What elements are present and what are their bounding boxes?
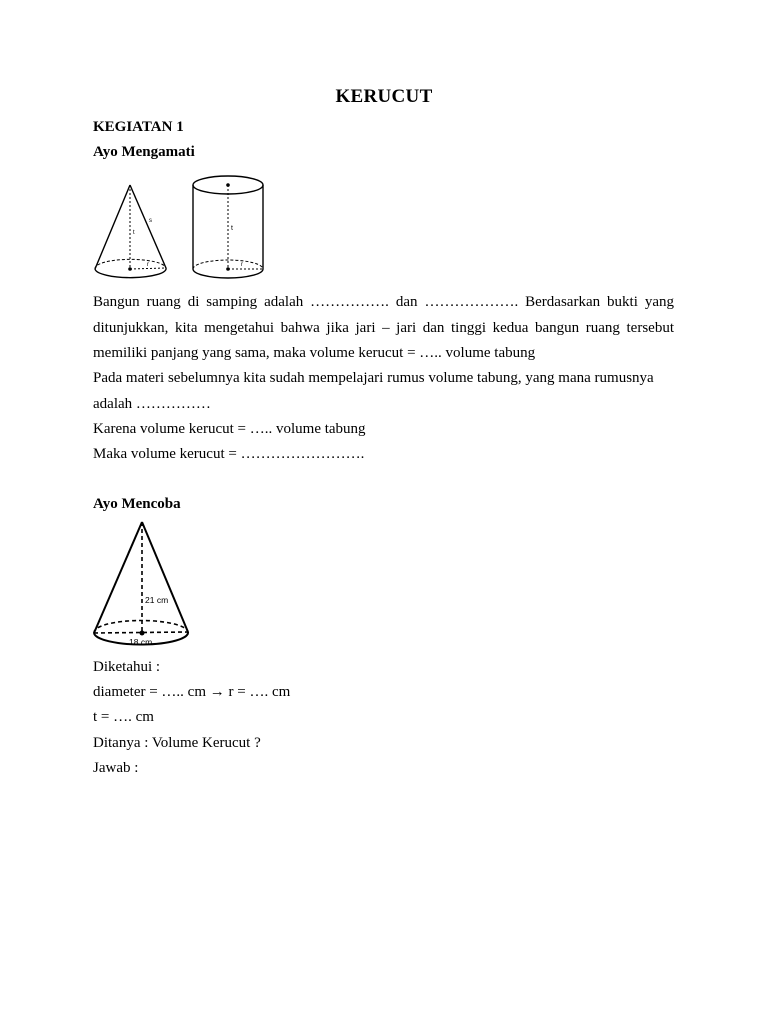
cone-radius-line [130,268,166,269]
height-line: t = …. cm [93,709,154,725]
observe-line-4: Pada materi sebelumnya kita sudah mempelajari rumus volume tabung, yang mana rumusnya [93,370,654,386]
asked-line: Ditanya : Volume Kerucut ? [93,735,261,751]
observe-line-2: ditunjukkan, kita mengetahui bahwa jika jari – jari dan tinggi kedua bangun ruang tersebut [93,320,674,336]
observe-line-5: adalah …………… [93,396,211,412]
cylinder-top-point [226,183,230,187]
cone-left-edge [95,185,130,269]
problem-cone-center-point [140,631,145,636]
activity-heading: KEGIATAN 1 [93,119,184,135]
known-label: Diketahui : [93,659,161,675]
cylinder-height-label: t [231,225,233,232]
cylinder-figure [191,174,266,280]
radius-text: r = …. cm [228,684,291,700]
cone-center-point [128,267,132,271]
problem-cone-left-edge [94,522,142,633]
cone-figure [93,182,168,278]
cone-radius-label: r [147,262,149,268]
arrow-right-icon: → [209,684,225,700]
cone-right-edge [130,185,166,268]
diameter-text: diameter = ….. cm [93,684,207,700]
diameter-line [93,684,290,701]
observe-line-6: Karena volume kerucut = ….. volume tabung [93,421,366,437]
cone-height-label: t [133,230,135,236]
answer-line: Jawab : [93,760,139,776]
cone-problem-figure [92,519,190,649]
try-heading: Ayo Mencoba [93,496,181,512]
observe-line-3: memiliki panjang yang sama, maka volume kerucut = ….. volume tabung [93,345,536,361]
page-title: KERUCUT [335,86,433,107]
cylinder-radius-label: r [241,262,243,268]
cone-slant-label: s [149,218,152,224]
problem-diameter-label: 18 cm [129,637,153,647]
problem-cone-right-edge [142,522,188,632]
problem-height-label: 21 cm [145,595,169,605]
cylinder-base-point [226,267,230,271]
observe-heading: Ayo Mengamati [93,144,195,160]
observe-line-7: Maka volume kerucut = ……………………. [93,446,365,462]
observe-line-1: Bangun ruang di samping adalah ……………. dan ………………. Berdasarkan bukti yang [93,294,674,310]
